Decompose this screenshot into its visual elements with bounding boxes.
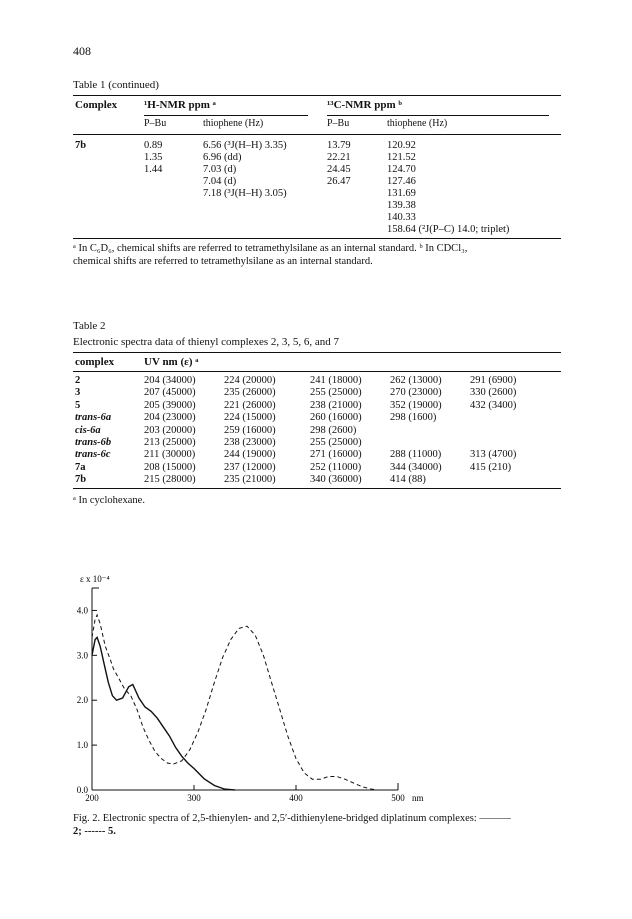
table2-cell: 237 (12000) [224,461,276,473]
table2-footnote: ᵃ In cyclohexane. [73,495,145,506]
table1-sub-pbu-c: P–Bu [327,118,350,129]
table2-cell: 238 (21000) [310,399,362,411]
table2-header-rule [73,371,561,372]
table2-cell: 205 (39000) [144,399,196,411]
table1-h-thio: 6.56 (³J(H–H) 3.35) 6.96 (dd) 7.03 (d) 7.04 (d) 7.18 (³J(H–H) 3.05) [203,140,287,199]
table2-cell: 414 (88) [390,474,426,486]
table2-caption-title: Table 2 [73,320,106,332]
series-line-5 [92,615,378,790]
table2-cell: 204 (23000) [144,412,196,424]
table2-cell: 255 (25000) [310,387,362,399]
table2-cell: 204 (34000) [144,375,196,386]
table2-row-complex: 7a [75,461,86,473]
table1-cnmr-rule [327,115,549,116]
table1-c-pbu: 13.79 22.21 24.45 26.47 [327,140,351,187]
table2-cell: 330 (2600) [470,387,517,399]
table2-caption-desc: Electronic spectra data of thienyl complexes 2, 3, 5, 6, and 7 [73,336,340,348]
table1-header-hnmr: ¹H-NMR ppm ᵃ [144,99,216,111]
table2-cell: 344 (34000) [390,461,442,473]
table1-sub-pbu-h: P–Bu [144,118,167,129]
table2-cell: 252 (11000) [310,461,362,473]
figure-caption: Fig. 2. Electronic spectra of 2,5-thienylen- and 2,5′-dithienylene-bridged diplatinum complexes: ——— 2; ------ 5. [73,813,511,837]
table2-cell: 313 (4700) [470,449,517,461]
table1-footnote: ᵃ In C₆D₆, chemical shifts are referred to tetramethylsilane as an internal standard. ᵇ In CDCl₃, chemical shifts are referred to tetramethylsilane as an internal standard. [73,243,468,267]
table2-cell: 238 (23000) [224,437,276,448]
x-tick-label: 200 [85,793,99,803]
table2-cell: 259 (16000) [224,424,276,436]
table2-cell: 352 (19000) [390,399,442,411]
table2-cell: 340 (36000) [310,474,362,486]
table2-cell: 207 (45000) [144,387,196,399]
table2-row-complex: trans-6a [75,412,112,424]
table2-cell: 224 (20000) [224,375,276,386]
table1-header-cnmr: ¹³C-NMR ppm ᵇ [327,99,402,111]
table2-row-complex: 5 [75,399,81,411]
table1-hnmr-rule [144,115,308,116]
table2-row-complex: 2 [75,375,81,386]
table1-c-thio: 120.92 121.52 124.70 127.46 131.69 139.38 140.33 158.64 (²J(P–C) 14.0; triplet) [387,140,510,235]
table2-cell: 291 (6900) [470,375,517,386]
table2-cell: 432 (3400) [470,399,517,411]
table2-row-complex: 3 [75,387,81,399]
table2-cell: 255 (25000) [310,437,362,448]
y-tick-label: 0.0 [76,785,88,795]
table1-bottom-rule [73,238,561,239]
table2-cell: 208 (15000) [144,461,196,473]
table2-cell: 288 (11000) [390,449,442,461]
table2-cell: 415 (210) [470,461,512,473]
table1-sub-thio-c: thiophene (Hz) [387,118,448,129]
table1-caption: Table 1 (continued) [73,79,159,91]
table2-header-uv: UV nm (ε) ᵃ [144,356,199,368]
table1-header-complex: Complex [75,99,118,111]
table2-row-complex: 7b [75,474,87,486]
y-tick-label: 4.0 [76,605,88,616]
table1-h-pbu: 0.89 1.35 1.44 [144,140,163,175]
series-line-2 [92,637,235,790]
table2-cell: 270 (23000) [390,387,442,399]
table1-top-rule [73,95,561,96]
x-tick-label: 400 [289,793,303,803]
table2-bottom-rule [73,488,561,489]
y-tick-label: 2.0 [76,695,88,706]
table2-row-complex: cis-6a [75,424,101,436]
table2-cell: 298 (1600) [390,412,437,424]
y-tick-label: 3.0 [76,650,88,661]
page-number: 408 [73,44,91,58]
x-unit-label: nm [412,793,424,803]
table2-header-complex: complex [75,356,115,368]
table2-cell: 224 (15000) [224,412,276,424]
table2-cell: 260 (16000) [310,412,362,424]
table2-cell: 211 (30000) [144,449,196,461]
table2-cell: 203 (20000) [144,424,196,436]
table2-cell: 235 (21000) [224,474,276,486]
table2-cell: 262 (13000) [390,375,442,386]
table2-cell: 235 (26000) [224,387,276,399]
table2-cell: 215 (28000) [144,474,196,486]
table2-row-complex: trans-6c [75,449,111,461]
y-tick-label: 1.0 [76,740,88,751]
table1-sub-thio-h: thiophene (Hz) [203,118,264,129]
table2-cell: 213 (25000) [144,437,196,448]
table1-header-rule [73,134,561,135]
table2-row-complex: trans-6b [75,437,112,448]
table1-complex-7b: 7b [75,140,87,151]
y-axis-label: ε x 10⁻⁴ [80,574,110,584]
table2-cell: 271 (16000) [310,449,362,461]
table2-cell: 298 (2600) [310,424,357,436]
x-tick-label: 300 [187,793,201,803]
table2-top-rule [73,352,561,353]
table2-cell: 241 (18000) [310,375,362,386]
uv-spectra-chart [0,560,632,820]
table2-cell: 221 (26000) [224,399,276,411]
table2-cell: 244 (19000) [224,449,276,461]
x-tick-label: 500 [391,793,405,803]
